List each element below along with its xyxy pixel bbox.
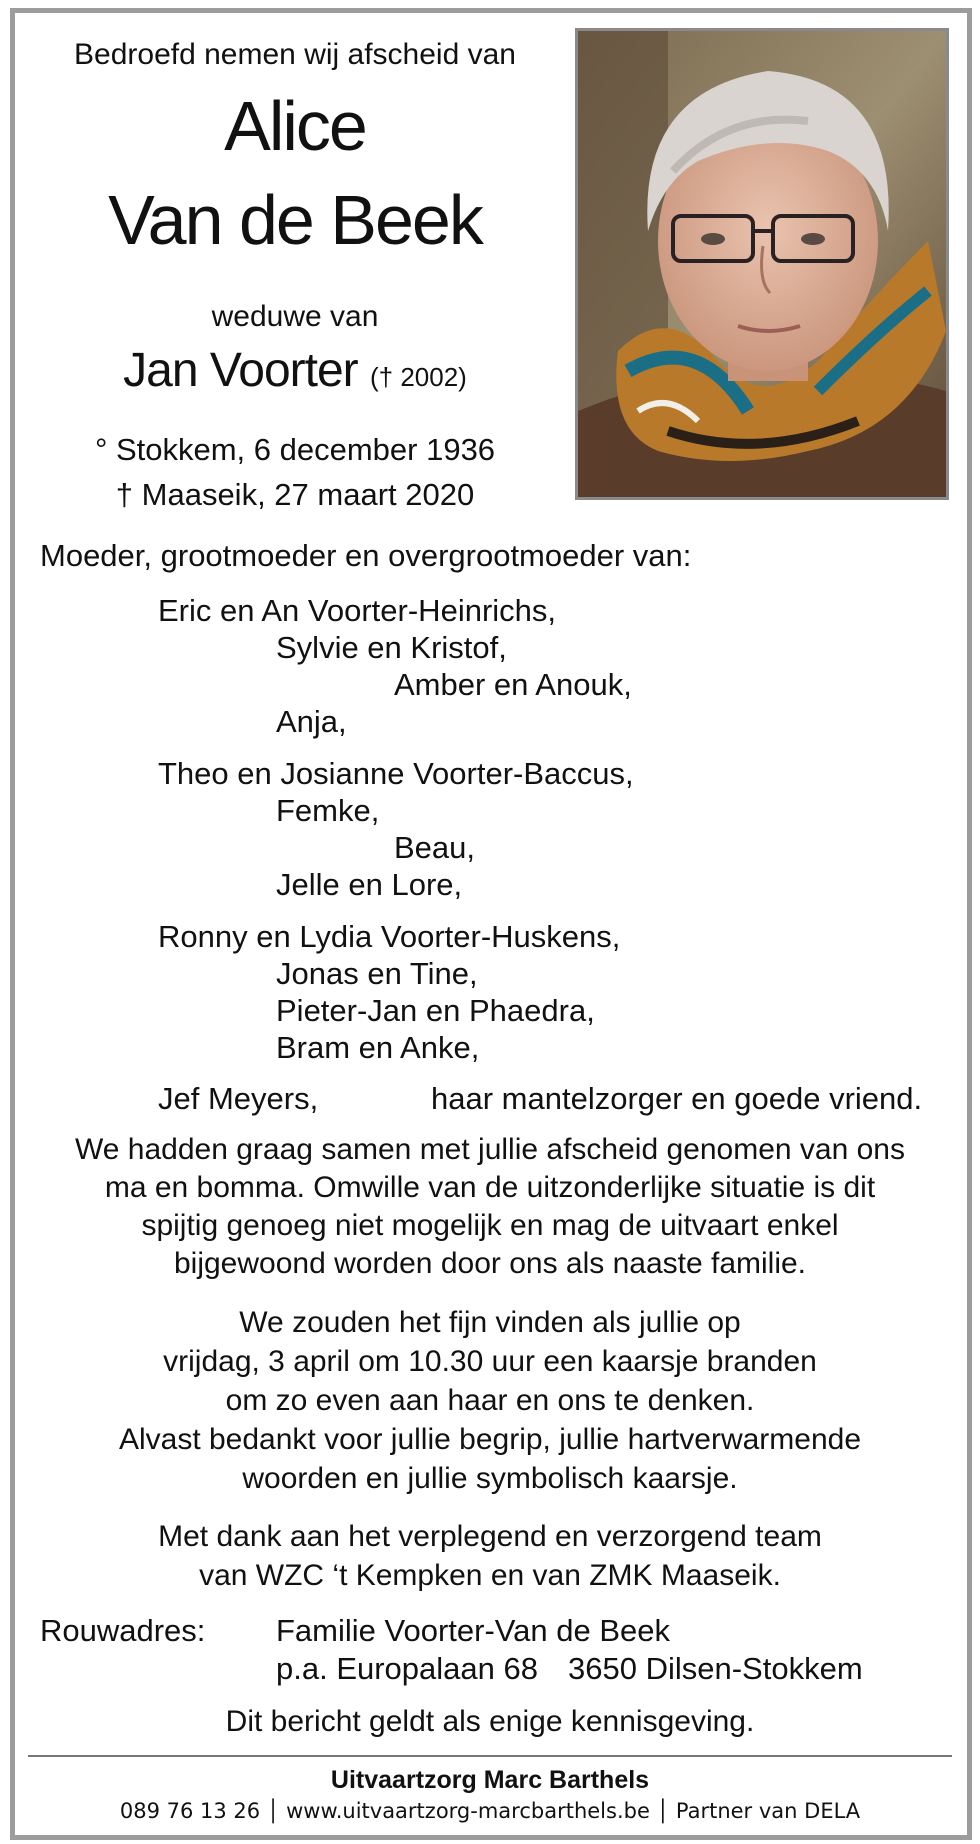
address-city: 3650 Dilsen-Stokkem [568, 1651, 863, 1686]
notice-text: Dit bericht geldt als enige kennisgeving. [225, 1705, 755, 1738]
paragraph-line: spijtig genoeg niet mogelijk en mag de uitvaart enkel [141, 1209, 839, 1242]
family-member: Amber en Anouk, [394, 667, 632, 702]
intro-text: Bedroefd nemen wij afscheid van [74, 38, 516, 71]
paragraph-line: ma en bomma. Omwille van de uitzonderlijke situatie is dit [104, 1171, 876, 1204]
paragraph-line: Met dank aan het verplegend en verzorgend team [158, 1520, 822, 1553]
friend-role: haar mantelzorger en goede vriend. [431, 1081, 923, 1116]
paragraph-line: vrijdag, 3 april om 10.30 uur een kaarsje branden [163, 1345, 817, 1378]
family-member: Jelle en Lore, [276, 867, 463, 902]
friend-name: Jef Meyers, [158, 1081, 319, 1116]
death-date: † Maaseik, 27 maart 2020 [115, 477, 475, 512]
family-member: Theo en Josianne Voorter-Baccus, [158, 756, 634, 791]
paragraph-line: bijgewoond worden door ons als naaste familie. [173, 1247, 807, 1280]
address-line: Familie Voorter-Van de Beek [276, 1613, 671, 1648]
paragraph-line: Alvast bedankt voor jullie begrip, jullie hartverwarmende [118, 1423, 862, 1456]
paragraph-line: om zo even aan haar en ons te denken. [225, 1384, 755, 1417]
family-member: Eric en An Voorter-Heinrichs, [158, 593, 557, 628]
portrait-photo [575, 28, 949, 500]
funeral-home-contact: 089 76 13 26 │ www.uitvaartzorg-marcbarthels.be │ Partner van DELA [119, 1799, 861, 1823]
family-member: Pieter-Jan en Phaedra, [276, 993, 595, 1028]
address-label: Rouwadres: [40, 1613, 206, 1648]
spouse-died: († 2002) [369, 362, 467, 392]
deceased-last-name: Van de Beek [108, 181, 482, 259]
family-member: Beau, [394, 830, 476, 865]
spouse [40, 343, 550, 398]
family-member: Sylvie en Kristof, [276, 630, 507, 665]
family-member: Bram en Anke, [276, 1030, 480, 1065]
paragraph-line: We hadden graag samen met jullie afscheid genomen van ons [75, 1133, 905, 1166]
spouse-name: Jan Voorter [123, 344, 358, 397]
family-member: Ronny en Lydia Voorter-Huskens, [158, 919, 621, 954]
family-member: Femke, [276, 793, 380, 828]
birth-date: ° Stokkem, 6 december 1936 [94, 432, 496, 467]
address-line: p.a. Europalaan 68 [276, 1651, 538, 1686]
paragraph-line: woorden en jullie symbolisch kaarsje. [242, 1462, 738, 1495]
family-member: Anja, [276, 704, 347, 739]
family-intro: Moeder, grootmoeder en overgrootmoeder van: [40, 538, 692, 573]
paragraph-line: van WZC ‘t Kempken en van ZMK Maaseik. [199, 1559, 781, 1592]
paragraph-line: We zouden het fijn vinden als jullie op [239, 1306, 741, 1339]
widow-of-text: weduwe van [211, 300, 379, 333]
funeral-home-name: Uitvaartzorg Marc Barthels [330, 1766, 650, 1794]
deceased-first-name: Alice [224, 87, 366, 165]
family-member: Jonas en Tine, [276, 956, 478, 991]
footer-divider [28, 1755, 952, 1757]
